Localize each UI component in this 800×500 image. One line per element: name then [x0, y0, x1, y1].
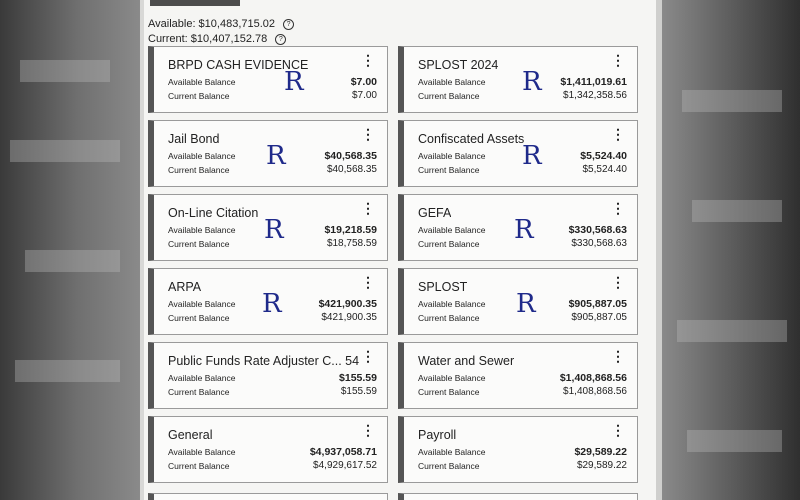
current-balance-label: Current Balance: [168, 239, 230, 249]
available-balance-value: $421,900.35: [318, 298, 377, 310]
account-card[interactable]: [398, 268, 638, 335]
current-balance-label: Current Balance: [418, 165, 480, 175]
account-name: SPLOST 2024: [418, 58, 499, 72]
handwritten-mark: R: [266, 141, 286, 171]
background-blur: [677, 320, 787, 342]
page-header-fragment: [150, 0, 240, 6]
more-options-icon[interactable]: ⋮: [611, 52, 625, 68]
available-balance-value: $7.00: [350, 76, 377, 88]
available-balance-row: [418, 447, 627, 457]
background-blur: [692, 200, 782, 222]
available-balance-label: Available Balance: [418, 373, 486, 383]
available-balance-label: Available Balance: [418, 151, 486, 161]
account-card-grid: [148, 46, 644, 483]
available-balance-value: $19,218.59: [324, 224, 377, 236]
available-balance-value: $4,937,058.71: [309, 446, 377, 458]
background-blur: [10, 140, 120, 162]
available-balance-value: $1,411,019.61: [560, 76, 627, 88]
available-balance-value: $1,408,868.56: [559, 372, 627, 384]
more-options-icon[interactable]: ⋮: [361, 200, 375, 216]
current-balance-value: $5,524.40: [582, 164, 627, 175]
current-balance-value: $29,589.22: [576, 460, 627, 471]
current-balance-label: Current Balance: [168, 461, 230, 471]
account-card[interactable]: [148, 120, 388, 187]
current-balance-row: [168, 461, 377, 471]
account-card[interactable]: [398, 120, 638, 187]
available-balance-label: Available Balance: [168, 225, 236, 235]
current-balance-value: $1,342,358.56: [563, 90, 627, 101]
background-left: [0, 0, 140, 500]
available-balance-value: $5,524.40: [580, 150, 627, 162]
account-name: SPLOST: [418, 280, 468, 294]
account-card[interactable]: [398, 46, 638, 113]
background-blur: [682, 90, 782, 112]
account-card[interactable]: [398, 194, 638, 261]
more-options-icon[interactable]: ⋮: [611, 422, 625, 438]
handwritten-mark: R: [514, 215, 534, 245]
current-balance-row: [168, 387, 377, 397]
current-balance-label: Current Balance: [168, 313, 230, 323]
account-card-partial[interactable]: [398, 493, 638, 500]
total-current-text: Current: $10,407,152.78: [148, 33, 268, 45]
account-name: Confiscated Assets: [418, 132, 525, 146]
page-edge: [140, 0, 144, 500]
current-balance-value: $330,568.63: [571, 238, 627, 249]
account-name: Jail Bond: [168, 132, 220, 146]
more-options-icon[interactable]: ⋮: [611, 348, 625, 364]
available-balance-value: $155.59: [339, 372, 377, 384]
account-name: Water and Sewer: [418, 354, 515, 368]
current-balance-value: $4,929,617.52: [313, 460, 377, 471]
background-right: [662, 0, 800, 500]
current-balance-value: $155.59: [340, 386, 377, 397]
account-card[interactable]: [148, 46, 388, 113]
handwritten-mark: R: [522, 141, 542, 171]
current-balance-label: Current Balance: [168, 91, 230, 101]
current-balance-row: [418, 461, 627, 471]
handwritten-mark: R: [262, 289, 282, 319]
total-available: [148, 18, 294, 30]
available-balance-label: Available Balance: [168, 77, 236, 87]
current-balance-value: $7.00: [351, 90, 377, 101]
page-edge: [656, 0, 662, 500]
current-balance-label: Current Balance: [418, 461, 480, 471]
available-balance-label: Available Balance: [168, 299, 236, 309]
total-available-text: Available: $10,483,715.02: [148, 18, 276, 30]
background-blur: [687, 430, 782, 452]
current-balance-value: $40,568.35: [326, 164, 377, 175]
account-name: BRPD CASH EVIDENCE: [168, 58, 309, 72]
available-balance-value: $29,589.22: [574, 446, 627, 458]
account-name: On-Line Citation: [168, 206, 259, 220]
available-balance-value: $40,568.35: [324, 150, 377, 162]
current-balance-label: Current Balance: [168, 387, 230, 397]
account-name: General: [168, 428, 213, 442]
current-balance-value: $1,408,868.56: [563, 386, 627, 397]
account-card[interactable]: [148, 194, 388, 261]
background-blur: [20, 60, 110, 82]
account-name: Payroll: [418, 428, 457, 442]
available-balance-row: [168, 373, 377, 383]
account-card[interactable]: [398, 342, 638, 409]
more-options-icon[interactable]: ⋮: [361, 274, 375, 290]
help-icon[interactable]: ?: [275, 34, 286, 45]
available-balance-label: Available Balance: [418, 225, 486, 235]
account-card[interactable]: [148, 342, 388, 409]
printed-page: [140, 0, 662, 500]
more-options-icon[interactable]: ⋮: [361, 52, 375, 68]
available-balance-row: [418, 373, 627, 383]
current-balance-label: Current Balance: [418, 313, 480, 323]
handwritten-mark: R: [516, 289, 536, 319]
current-balance-row: [418, 387, 627, 397]
available-balance-label: Available Balance: [418, 299, 486, 309]
current-balance-label: Current Balance: [418, 239, 480, 249]
current-balance-value: $421,900.35: [321, 312, 377, 323]
more-options-icon[interactable]: ⋮: [611, 126, 625, 142]
available-balance-value: $905,887.05: [568, 298, 627, 310]
available-balance-label: Available Balance: [168, 447, 236, 457]
current-balance-value: $18,758.59: [326, 238, 377, 249]
available-balance-value: $330,568.63: [568, 224, 627, 236]
account-name: ARPA: [168, 280, 202, 294]
available-balance-label: Available Balance: [168, 151, 236, 161]
current-balance-label: Current Balance: [418, 387, 480, 397]
available-balance-row: [168, 77, 377, 87]
handwritten-mark: R: [522, 67, 542, 97]
available-balance-label: Available Balance: [418, 77, 486, 87]
more-options-icon[interactable]: ⋮: [361, 422, 375, 438]
current-balance-label: Current Balance: [418, 91, 480, 101]
background-blur: [25, 250, 120, 272]
handwritten-mark: R: [264, 215, 284, 245]
account-card-partial[interactable]: [148, 493, 388, 500]
account-name: Public Funds Rate Adjuster C... 54: [168, 354, 360, 368]
background-blur: [15, 360, 120, 382]
account-card[interactable]: [148, 268, 388, 335]
available-balance-label: Available Balance: [168, 373, 236, 383]
more-options-icon[interactable]: ⋮: [361, 126, 375, 142]
current-balance-value: $905,887.05: [571, 312, 627, 323]
current-balance-label: Current Balance: [168, 165, 230, 175]
more-options-icon[interactable]: ⋮: [611, 274, 625, 290]
available-balance-row: [168, 447, 377, 457]
account-name: GEFA: [418, 206, 452, 220]
handwritten-mark: R: [284, 67, 304, 97]
current-balance-row: [168, 91, 377, 101]
total-current: [148, 33, 286, 45]
account-card[interactable]: [398, 416, 638, 483]
account-card[interactable]: [148, 416, 388, 483]
available-balance-label: Available Balance: [418, 447, 486, 457]
more-options-icon[interactable]: ⋮: [361, 348, 375, 364]
help-icon[interactable]: ?: [283, 19, 294, 30]
more-options-icon[interactable]: ⋮: [611, 200, 625, 216]
